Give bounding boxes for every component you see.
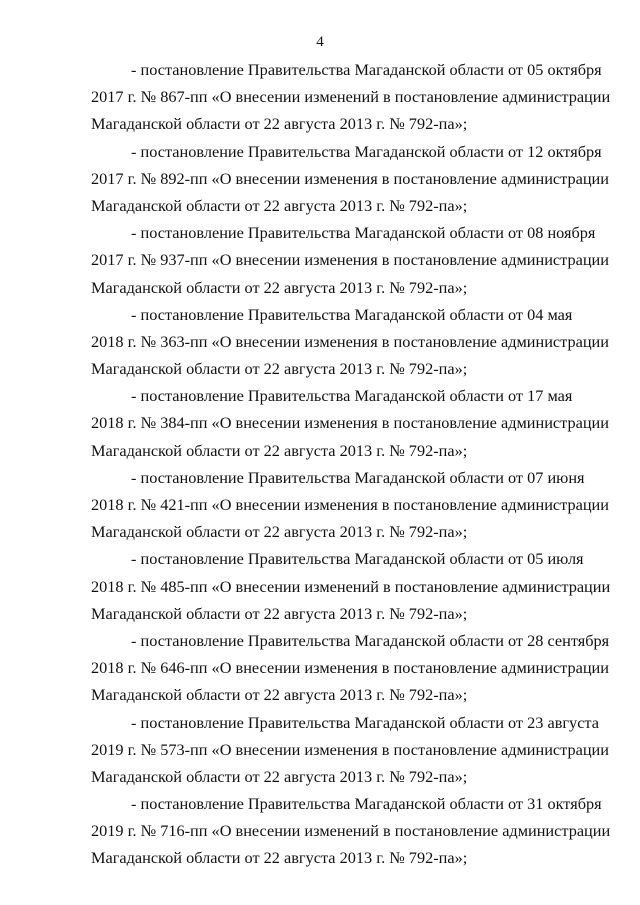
paragraph-line: Магаданской области от 22 августа 2013 г. № 792-па»; xyxy=(91,195,468,215)
paragraph-line: 2018 г. № 363-пп «О внесении изменения в постановление администрации xyxy=(91,331,609,351)
paragraph-line: Магаданской области от 22 августа 2013 г. № 792-па»; xyxy=(91,685,468,705)
paragraph-line: - постановление Правительства Магаданской области от 05 октября xyxy=(131,60,602,79)
paragraph-line: 2017 г. № 937-пп «О внесении изменения в постановление администрации xyxy=(91,250,609,270)
paragraph-line: Магаданской области от 22 августа 2013 г. № 792-па»; xyxy=(91,277,468,297)
paragraph-line: 2019 г. № 573-пп «О внесении изменения в постановление администрации xyxy=(91,739,609,759)
paragraph-line: 2018 г. № 485-пп «О внесении изменений в постановление администрации xyxy=(91,576,611,596)
paragraph-line: Магаданской области от 22 августа 2013 г. № 792-па»; xyxy=(91,848,468,868)
list-item xyxy=(91,56,611,138)
list-item xyxy=(91,709,609,791)
paragraph-line: 2017 г. № 892-пп «О внесении изменения в постановление администрации xyxy=(91,168,609,188)
paragraph-line: - постановление Правительства Магаданской области от 08 ноября xyxy=(131,223,596,243)
paragraph-line: - постановление Правительства Магаданской области от 23 августа xyxy=(131,712,599,732)
page-number: 4 xyxy=(316,34,324,50)
list-item xyxy=(91,138,609,220)
paragraph-line: - постановление Правительства Магаданской области от 05 июля xyxy=(131,549,584,569)
document-body xyxy=(91,56,611,872)
paragraph-line: 2018 г. № 646-пп «О внесении изменения в постановление администрации xyxy=(91,658,609,678)
paragraph-line: Магаданской области от 22 августа 2013 г. № 792-па»; xyxy=(91,114,468,134)
paragraph-line: 2017 г. № 867-пп «О внесении изменений в постановление администрации xyxy=(91,87,611,107)
paragraph-line: - постановление Правительства Магаданской области от 31 октября xyxy=(131,794,602,814)
paragraph-line: 2018 г. № 384-пп «О внесении изменения в постановление администрации xyxy=(91,413,609,433)
list-item xyxy=(91,790,611,872)
paragraph-line: Магаданской области от 22 августа 2013 г. № 792-па»; xyxy=(91,766,468,786)
paragraph-line: - постановление Правительства Магаданской области от 04 мая xyxy=(131,304,573,324)
list-item xyxy=(91,627,610,709)
paragraph-line: - постановление Правительства Магаданской области от 07 июня xyxy=(131,467,585,487)
paragraph-line: Магаданской области от 22 августа 2013 г. № 792-па»; xyxy=(91,359,468,379)
list-item xyxy=(91,219,609,301)
paragraph-line: Магаданской области от 22 августа 2013 г. № 792-па»; xyxy=(91,522,468,542)
paragraph-line: Магаданской области от 22 августа 2013 г. № 792-па»; xyxy=(91,603,468,623)
paragraph-line: - постановление Правительства Магаданской области от 12 октября xyxy=(131,141,602,161)
paragraph-line: - постановление Правительства Магаданской области от 28 сентября xyxy=(131,630,610,650)
list-item xyxy=(91,464,609,546)
paragraph-line: 2019 г. № 716-пп «О внесении изменений в постановление администрации xyxy=(91,821,611,841)
list-item xyxy=(91,545,611,627)
paragraph-line: 2018 г. № 421-пп «О внесении изменения в постановление администрации xyxy=(91,495,609,514)
list-item xyxy=(91,382,609,464)
paragraph-line: - постановление Правительства Магаданской области от 17 мая xyxy=(131,386,573,406)
paragraph-line: Магаданской области от 22 августа 2013 г. № 792-па»; xyxy=(91,440,468,460)
list-item xyxy=(91,301,609,383)
